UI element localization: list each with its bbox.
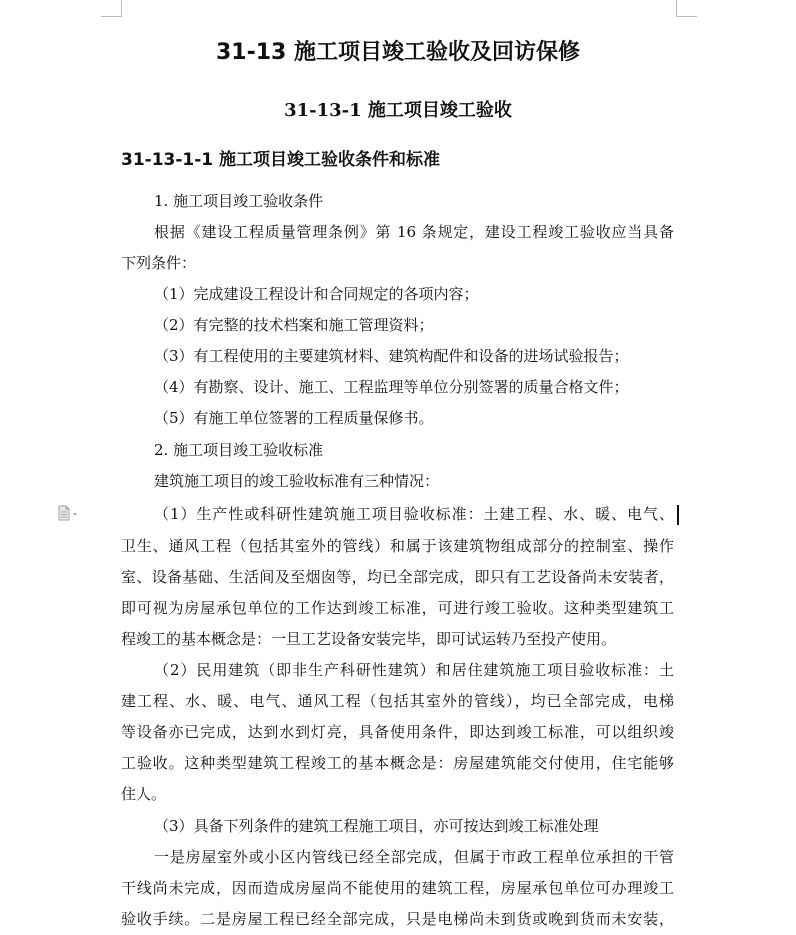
body-line: （2）民用建筑（即非生产科研性建筑）和居住建筑施工项目验收标准：土: [154, 661, 674, 679]
body-line: 住人。: [121, 785, 167, 803]
body-line: 干线尚未完成，因而造成房屋尚不能使用的建筑工程，房屋承包单位可办理竣工: [121, 879, 674, 897]
document-title: 31-13 施工项目竣工验收及回访保修: [215, 40, 581, 65]
body-line: 工验收。这种类型建筑工程竣工的基本概念是：房屋建筑能交付使用，住宅能够: [121, 754, 674, 772]
body-line: 程竣工的基本概念是：一旦工艺设备安装完毕，即可试运转乃至投产使用。: [121, 630, 617, 648]
body-line: 验收手续。二是房屋工程已经全部完成，只是电梯尚未到货或晚到货而未安装，: [121, 910, 674, 928]
text-cursor: [677, 505, 679, 525]
body-line: 等设备亦已完成，达到水到灯亮，具备使用条件，即达到竣工标准，可以组织竣: [121, 723, 674, 741]
body-line: 室、设备基础、生活间及至烟囱等，均已全部完成，即只有工艺设备尚未安装者，: [121, 568, 674, 586]
body-line: （5）有施工单位签署的工程质量保修书。: [154, 409, 434, 427]
body-line: 根据《建设工程质量管理条例》第 16 条规定，建设工程竣工验收应当具备: [154, 223, 674, 241]
crop-mark-top-left: [101, 0, 122, 17]
body-line: （4）有勘察、设计、施工、工程监理等单位分别签署的质量合格文件；: [154, 378, 629, 396]
body-line: 建筑施工项目的竣工验收标准有三种情况：: [154, 472, 440, 490]
body-line: 卫生、通风工程（包括其室外的管线）和属于该建筑物组成部分的控制室、操作: [121, 537, 674, 555]
body-line: （3）具备下列条件的建筑工程施工项目，亦可按达到竣工标准处理: [154, 817, 599, 835]
paragraph-options-icon[interactable]: [57, 505, 79, 521]
body-line: （1）完成建设工程设计和合同规定的各项内容；: [154, 285, 479, 303]
body-line: 1. 施工项目竣工验收条件: [154, 192, 324, 210]
crop-mark-top-right: [676, 0, 697, 17]
section-heading: 31-13-1 施工项目竣工验收: [284, 100, 512, 121]
subsection-heading: 31-13-1-1 施工项目竣工验收条件和标准: [121, 150, 441, 170]
body-line: 下列条件：: [121, 254, 197, 272]
body-line: （1）生产性或科研性建筑施工项目验收标准：土建工程、水、暖、电气、: [154, 505, 674, 523]
body-line: 建工程、水、暖、电气、通风工程（包括其室外的管线），均已全部完成，电梯: [121, 692, 674, 710]
body-line: 即可视为房屋承包单位的工作达到竣工标准，可进行竣工验收。这种类型建筑工: [121, 599, 674, 617]
body-line: （2）有完整的技术档案和施工管理资料；: [154, 316, 434, 334]
body-line: （3）有工程使用的主要建筑材料、建筑构配件和设备的进场试验报告；: [154, 347, 629, 365]
body-line: 2. 施工项目竣工验收标准: [154, 441, 324, 459]
body-line: 一是房屋室外或小区内管线已经全部完成，但属于市政工程单位承担的干管: [154, 848, 674, 866]
